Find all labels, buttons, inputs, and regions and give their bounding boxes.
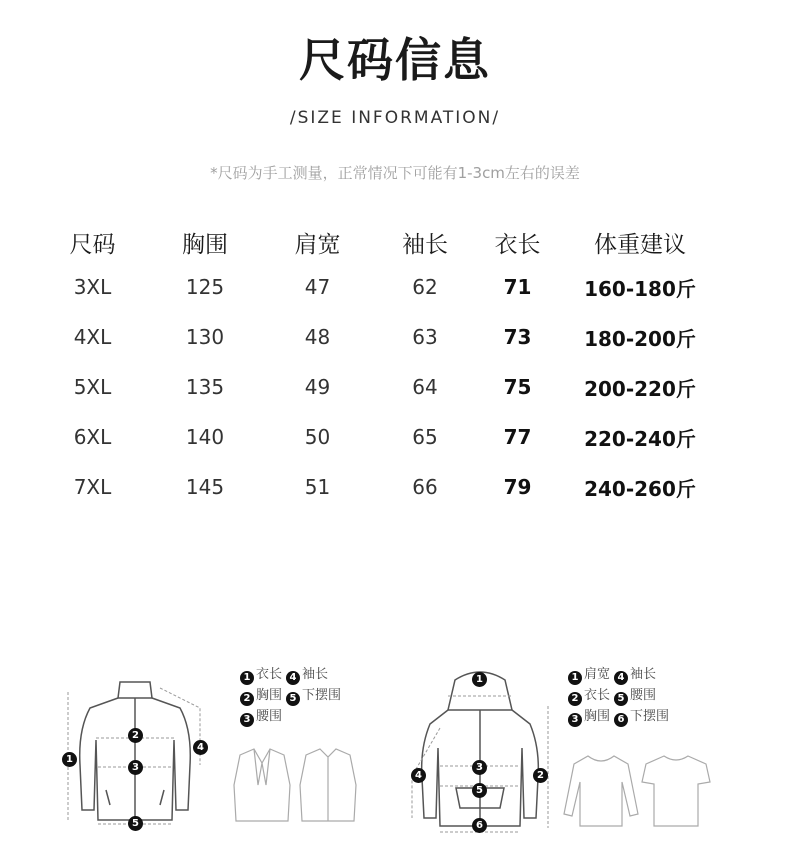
cell-chest: 130	[185, 325, 225, 349]
table-row	[40, 262, 725, 312]
cell-size: 5XL	[73, 375, 112, 399]
page-title: 尺码信息	[299, 33, 491, 87]
cell-length: 75	[503, 375, 532, 399]
legend-number: 6	[614, 713, 628, 727]
jacket-marker: 3	[128, 760, 143, 775]
legend-label: 袖长	[302, 667, 329, 682]
cell-length: 73	[503, 325, 532, 349]
legend-item	[240, 685, 282, 706]
legend-label: 腰围	[630, 688, 657, 703]
legend-number: 2	[240, 692, 254, 706]
legend-row	[568, 685, 673, 706]
cell-length: 77	[503, 425, 532, 449]
cell-shoulder: 48	[304, 325, 331, 349]
tshirt-icon	[640, 752, 712, 830]
hoodie-marker: 6	[472, 818, 487, 833]
legend-number: 2	[568, 692, 582, 706]
cell-chest: 135	[185, 375, 225, 399]
jacket-marker: 1	[62, 752, 77, 767]
cell-shoulder: 50	[304, 425, 331, 449]
cell-length: 79	[503, 475, 532, 499]
header-length: 衣长	[494, 231, 541, 258]
table-row	[40, 462, 725, 512]
legend-number: 1	[568, 671, 582, 685]
cell-sleeve: 64	[412, 375, 438, 399]
legend-label: 衣长	[256, 667, 283, 682]
blazer-icon	[232, 745, 292, 825]
measurement-note: *尺码为手工测量，正常情况下可能有1-3cm左右的误差	[210, 164, 580, 182]
legend-left	[240, 664, 345, 727]
legend-item	[614, 706, 669, 727]
jacket-marker: 5	[128, 816, 143, 831]
jacket-marker: 2	[128, 728, 143, 743]
legend-number: 5	[614, 692, 628, 706]
cell-size: 7XL	[73, 475, 112, 499]
header-sleeve: 袖长	[402, 231, 448, 258]
header-chest: 胸围	[182, 231, 228, 258]
legend-label: 下摆围	[302, 688, 342, 703]
longsleeve-icon	[562, 752, 640, 830]
cell-shoulder: 49	[304, 375, 331, 399]
legend-row	[240, 685, 345, 706]
cell-shoulder: 47	[304, 275, 331, 299]
hoodie-marker: 5	[472, 783, 487, 798]
hoodie-marker: 4	[411, 768, 426, 783]
cell-size: 3XL	[73, 275, 112, 299]
legend-item	[568, 706, 610, 727]
table-row	[40, 312, 725, 362]
legend-right	[568, 664, 673, 727]
table-row	[40, 362, 725, 412]
hoodie-marker: 1	[472, 672, 487, 687]
legend-number: 4	[286, 671, 300, 685]
jacket-marker: 4	[193, 740, 208, 755]
hoodie-marker: 2	[533, 768, 548, 783]
cell-shoulder: 51	[304, 475, 331, 499]
legend-label: 衣长	[584, 688, 611, 703]
cell-length: 71	[503, 275, 532, 299]
legend-row	[240, 664, 345, 685]
cell-chest: 125	[185, 275, 225, 299]
cell-sleeve: 66	[412, 475, 438, 499]
cell-sleeve: 65	[412, 425, 438, 449]
legend-number: 4	[614, 671, 628, 685]
table-header-row	[40, 222, 725, 262]
header-size: 尺码	[69, 231, 116, 258]
legend-item	[286, 664, 328, 685]
cell-weight: 240-260斤	[584, 476, 696, 501]
legend-item	[240, 664, 282, 685]
cell-weight: 180-200斤	[584, 326, 696, 351]
cell-size: 4XL	[73, 325, 112, 349]
cell-size: 6XL	[73, 425, 112, 449]
hoodie-diagram	[400, 668, 560, 840]
legend-item	[614, 664, 656, 685]
legend-item	[286, 685, 341, 706]
legend-item	[614, 685, 656, 706]
legend-row	[240, 706, 345, 727]
header-weight: 体重建议	[594, 231, 686, 258]
legend-item	[240, 706, 282, 727]
legend-number: 1	[240, 671, 254, 685]
cell-chest: 145	[185, 475, 225, 499]
cell-sleeve: 62	[412, 275, 438, 299]
cell-weight: 220-240斤	[584, 426, 696, 451]
header-shoulder: 肩宽	[294, 231, 341, 258]
cell-weight: 200-220斤	[584, 376, 696, 401]
legend-number: 3	[568, 713, 582, 727]
cell-chest: 140	[185, 425, 225, 449]
legend-number: 3	[240, 713, 254, 727]
size-table	[40, 222, 725, 512]
legend-label: 肩宽	[584, 667, 611, 682]
legend-label: 袖长	[630, 667, 657, 682]
legend-row	[568, 706, 673, 727]
table-row	[40, 412, 725, 462]
legend-item	[568, 685, 610, 706]
legend-item	[568, 664, 610, 685]
hoodie-marker: 3	[472, 760, 487, 775]
legend-row	[568, 664, 673, 685]
cell-sleeve: 63	[412, 325, 438, 349]
legend-label: 下摆围	[630, 709, 670, 724]
shirt-icon	[298, 745, 358, 825]
legend-label: 腰围	[256, 709, 283, 724]
legend-label: 胸围	[256, 688, 283, 703]
legend-number: 5	[286, 692, 300, 706]
page-subtitle: /SIZE INFORMATION/	[289, 108, 501, 128]
legend-label: 胸围	[584, 709, 611, 724]
cell-weight: 160-180斤	[584, 276, 696, 301]
